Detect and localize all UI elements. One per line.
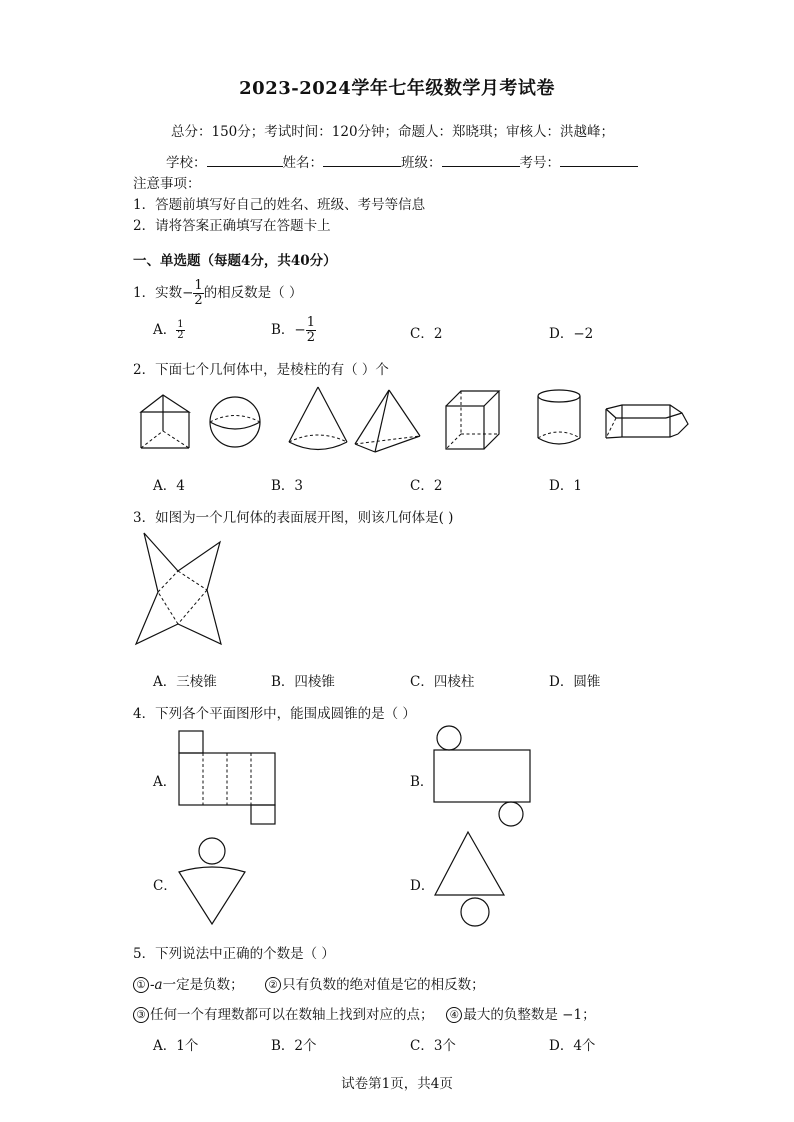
cone <box>289 387 347 450</box>
notes-title: 注意事项： <box>133 176 201 192</box>
q5-stem: 5．下列说法中正确的个数是（ ） <box>133 946 335 962</box>
q1-option-a[interactable]: A． $\frac{1}{2}$ <box>153 318 184 341</box>
q1-stem <box>133 276 302 310</box>
pyramid <box>355 390 420 452</box>
q2-option-a[interactable]: A．4 <box>153 478 185 494</box>
q3-option-a[interactable]: A．三棱锥 <box>153 674 217 690</box>
q4-option-a[interactable]: A． <box>153 774 177 790</box>
q4-stem: 4．下列各个平面图形中，能围成圆锥的是（ ） <box>133 706 416 722</box>
cube <box>446 391 499 449</box>
q4-figure-d <box>432 828 542 938</box>
q3-option-b[interactable]: B．四棱锥 <box>271 674 335 690</box>
q1-option-b[interactable]: B．− $\frac{1}{2}$ <box>271 315 316 345</box>
q5-option-b[interactable]: B．2个 <box>271 1038 317 1054</box>
page-footer: 试卷第1页，共4页 <box>341 1076 453 1092</box>
q2-solids-figure <box>0 382 794 472</box>
q3-option-d[interactable]: D．圆锥 <box>549 674 601 690</box>
q1-option-d[interactable]: D．−2 <box>549 326 594 342</box>
q5-option-d[interactable]: D．4个 <box>549 1038 596 1054</box>
q5-statements-row-1: ① -a一定是负数； ② 只有负数的绝对值是它的相反数； <box>133 973 485 993</box>
q2-option-b[interactable]: B．3 <box>271 478 304 494</box>
q4-option-c[interactable]: C． <box>153 878 177 894</box>
q3-option-c[interactable]: C．四棱柱 <box>410 674 475 690</box>
mark-3: ③ <box>133 1007 149 1023</box>
variable-a: -a <box>150 977 163 993</box>
q2-option-d[interactable]: D．1 <box>549 478 582 494</box>
class-field[interactable] <box>442 152 520 167</box>
cylinder <box>538 390 580 444</box>
section-title: 一、单选题（每题4分，共40分） <box>133 253 337 269</box>
q2-stem: 2．下面七个几何体中，是棱柱的有（ ）个 <box>133 362 389 378</box>
q4-figure-b <box>430 722 540 832</box>
class-label: 班级： <box>401 155 442 171</box>
school-field[interactable] <box>207 152 283 167</box>
q2-option-c[interactable]: C．2 <box>410 478 443 494</box>
note-item-1: 1．答题前填写好自己的姓名、班级、考号等信息 <box>133 197 426 213</box>
note-item-2: 2．请将答案正确填写在答题卡上 <box>133 218 331 234</box>
id-label: 考号： <box>519 155 560 171</box>
name-field[interactable] <box>323 152 401 167</box>
q5-statements-row-2: ③ 任何一个有理数都可以在数轴上找到对应的点； ④ 最大的负整数是 −1； <box>133 1003 596 1023</box>
q4-figure-a <box>175 728 285 828</box>
q4-option-b[interactable]: B． <box>410 774 434 790</box>
page-title: 2023-2024学年七年级数学月考试卷 <box>239 78 555 99</box>
pentagonal-prism <box>606 405 688 438</box>
q1-prefix: 1．实数 <box>133 285 183 301</box>
mark-4: ④ <box>446 1007 462 1023</box>
student-info-row <box>166 151 638 171</box>
q5-option-c[interactable]: C．3个 <box>410 1038 456 1054</box>
id-field[interactable] <box>560 152 638 167</box>
q5-option-a[interactable]: A．1个 <box>153 1038 199 1054</box>
triangular-prism <box>141 395 189 448</box>
mark-1: ① <box>133 977 149 993</box>
q4-figure-c <box>175 832 285 932</box>
q3-stem: 3．如图为一个几何体的表面展开图，则该几何体是( ) <box>133 510 454 526</box>
sphere <box>210 397 260 447</box>
school-label: 学校： <box>166 155 207 171</box>
exam-info: 总分：150分；考试时间：120分钟；命题人：郑晓琪；审核人：洪越峰； <box>171 124 615 140</box>
q1-minus: − <box>182 285 194 301</box>
q4-option-d[interactable]: D． <box>410 878 435 894</box>
q3-net-figure <box>130 528 250 658</box>
name-label: 姓名： <box>282 155 323 171</box>
q1-suffix: 的相反数是（ ） <box>203 285 303 301</box>
q1-fraction: $\frac{1}{2}$ <box>194 278 203 308</box>
q1-option-c[interactable]: C．2 <box>410 326 443 342</box>
mark-2: ② <box>265 977 281 993</box>
